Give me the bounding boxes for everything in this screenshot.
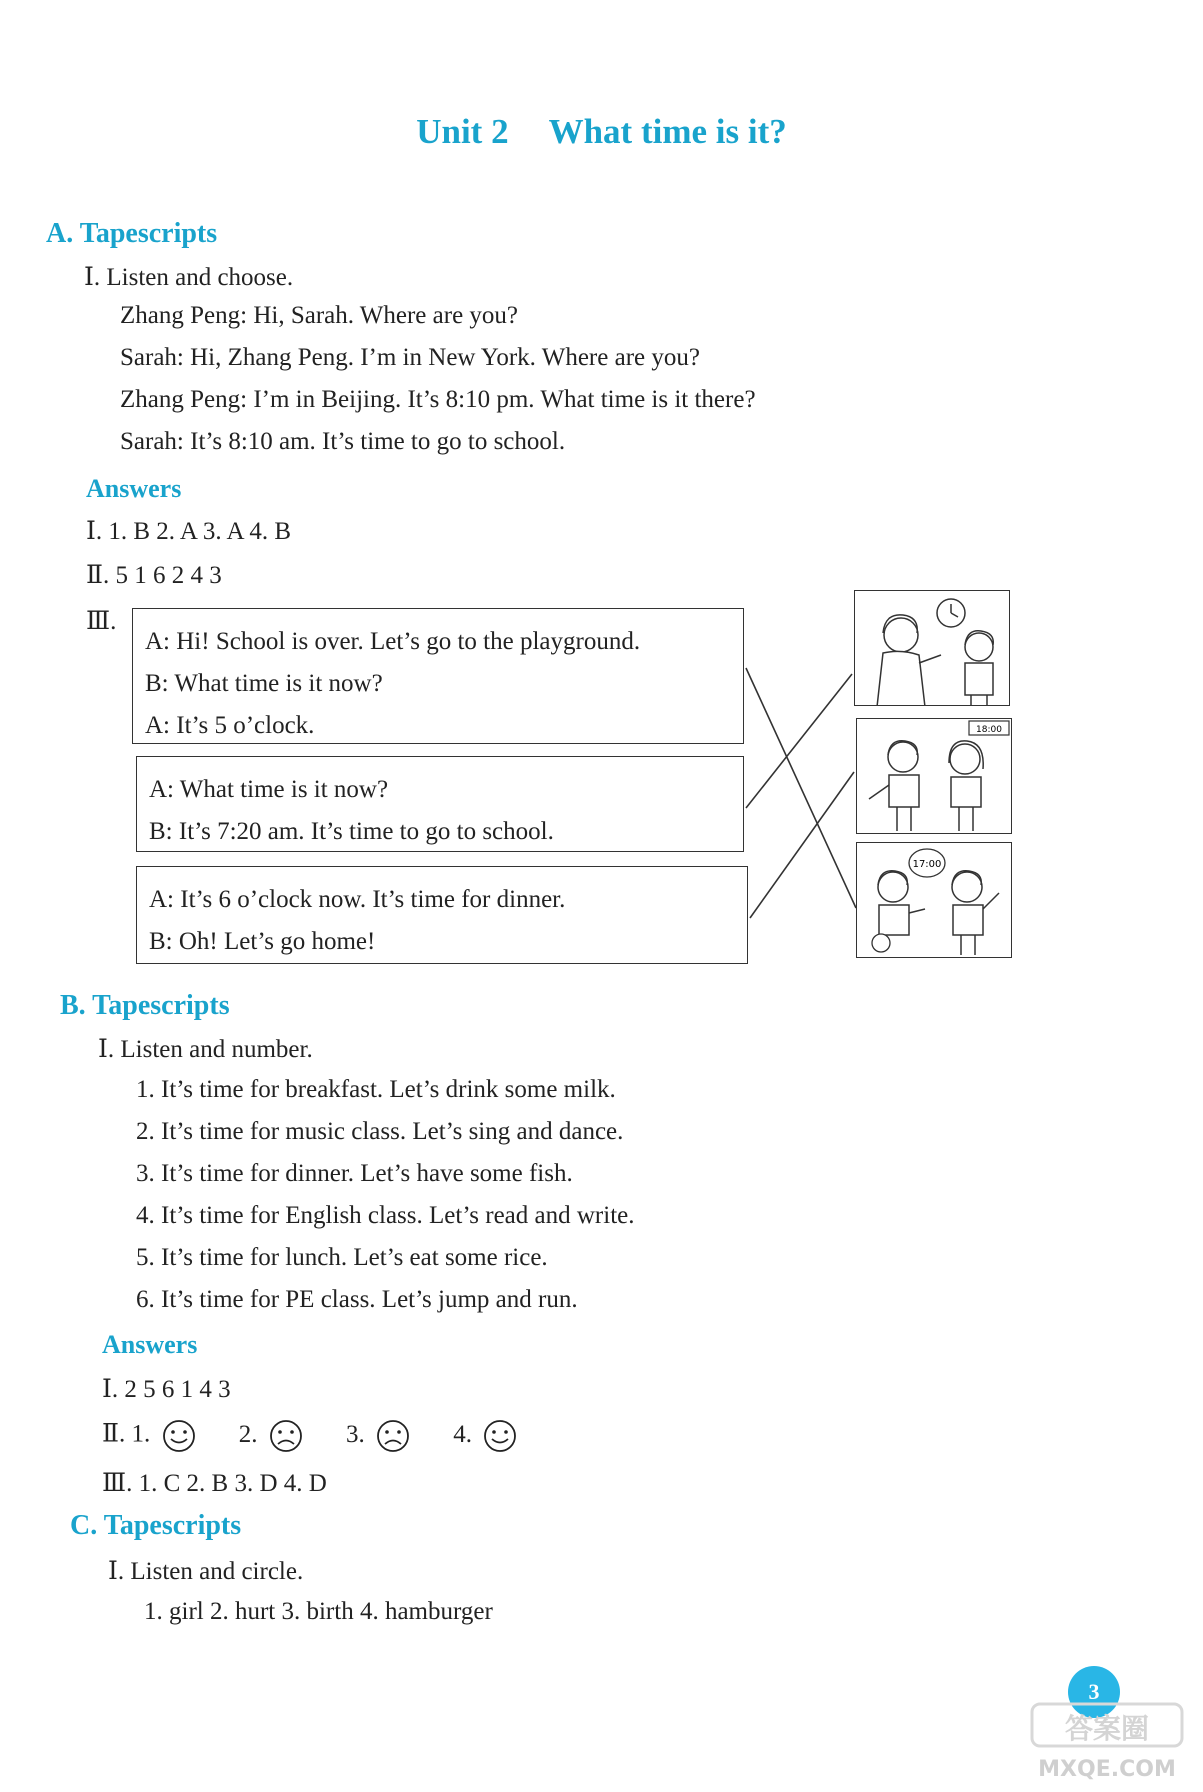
- sad-face-icon: [268, 1418, 304, 1454]
- section-a-answer-1: Ⅰ. 1. B 2. A 3. A 4. B: [86, 518, 292, 545]
- listen-line: 6. It’s time for PE class. Let’s jump and run.: [136, 1286, 578, 1313]
- boy-girl-illustration: [857, 719, 1012, 834]
- section-b-answers-heading: Answers: [102, 1330, 198, 1359]
- box-line: A: Hi! School is over. Let’s go to the playground.: [145, 628, 641, 655]
- svg-text:答案圈: 答案圈: [1064, 1712, 1150, 1745]
- dialogue-box-2: [136, 756, 744, 852]
- section-a-heading: A. Tapescripts: [46, 218, 218, 249]
- dialogue-box-3: [136, 866, 748, 964]
- matching-lines: [740, 660, 860, 920]
- clock-label: 17:00: [912, 859, 942, 870]
- listen-line: 5. It’s time for lunch. Let’s eat some rice.: [136, 1244, 548, 1271]
- answer-2-item: 4.: [453, 1420, 472, 1448]
- box-line: B: Oh! Let’s go home!: [149, 928, 376, 955]
- dialogue-line: Sarah: Hi, Zhang Peng. I’m in New York. Where are you?: [120, 344, 700, 371]
- box-line: A: It’s 5 o’clock.: [145, 712, 315, 739]
- listen-line: 1. It’s time for breakfast. Let’s drink some milk.: [136, 1076, 616, 1103]
- section-c-part1-label: Ⅰ. Listen and circle.: [108, 1558, 304, 1585]
- section-a-answer-3-label: Ⅲ.: [86, 608, 117, 635]
- clock-label: 18:00: [976, 725, 1002, 735]
- unit-label: Unit 2: [416, 112, 509, 151]
- box-line: B: What time is it now?: [145, 670, 383, 697]
- listen-line: 3. It’s time for dinner. Let’s have some fish.: [136, 1160, 573, 1187]
- watermark-logo: [1030, 1700, 1190, 1786]
- section-b-part1-label: Ⅰ. Listen and number.: [98, 1036, 313, 1063]
- sad-face-icon: [375, 1418, 411, 1454]
- picture-two-boys: [856, 842, 1012, 958]
- picture-teacher-boy: [854, 590, 1010, 706]
- unit-name: What time is it?: [548, 112, 787, 151]
- box-line: A: What time is it now?: [149, 776, 389, 803]
- section-c-line: 1. girl 2. hurt 3. birth 4. hamburger: [144, 1598, 493, 1625]
- section-b-answer-2: [102, 1418, 518, 1454]
- answer-2-item: 3.: [346, 1420, 365, 1448]
- page-number: 3: [1068, 1666, 1120, 1718]
- section-a-answer-2: Ⅱ. 5 1 6 2 4 3: [86, 562, 222, 589]
- two-boys-illustration: [857, 843, 1012, 958]
- dialogue-line: Zhang Peng: Hi, Sarah. Where are you?: [120, 302, 519, 329]
- dialogue-line: Zhang Peng: I’m in Beijing. It’s 8:10 pm. What time is it there?: [120, 386, 756, 413]
- answer-2-label: Ⅱ. 1.: [102, 1420, 151, 1448]
- watermark-text: MXQE.COM: [1038, 1757, 1176, 1782]
- answer-2-item: 2.: [238, 1420, 258, 1448]
- box-line: B: It’s 7:20 am. It’s time to go to school.: [149, 818, 554, 845]
- page-title: [0, 112, 1203, 152]
- listen-line: 4. It’s time for English class. Let’s read and write.: [136, 1202, 635, 1229]
- dialogue-line: Sarah: It’s 8:10 am. It’s time to go to school.: [120, 428, 566, 455]
- section-a-answers-heading: Answers: [86, 474, 182, 503]
- smile-face-icon: [482, 1418, 518, 1454]
- box-line: A: It’s 6 o’clock now. It’s time for dinner.: [149, 886, 566, 913]
- watermark: [1030, 1700, 1190, 1790]
- teacher-boy-illustration: [855, 591, 1010, 706]
- smile-face-icon: [161, 1418, 197, 1454]
- section-b-answer-3: Ⅲ. 1. C 2. B 3. D 4. D: [102, 1470, 327, 1497]
- section-b-heading: B. Tapescripts: [60, 990, 230, 1021]
- listen-line: 2. It’s time for music class. Let’s sing and dance.: [136, 1118, 624, 1145]
- dialogue-box-1: [132, 608, 744, 744]
- picture-boy-girl: [856, 718, 1012, 834]
- section-b-answer-1: Ⅰ. 2 5 6 1 4 3: [102, 1376, 231, 1403]
- section-a-part1-label: Ⅰ. Listen and choose.: [84, 264, 294, 291]
- section-c-heading: C. Tapescripts: [70, 1510, 242, 1541]
